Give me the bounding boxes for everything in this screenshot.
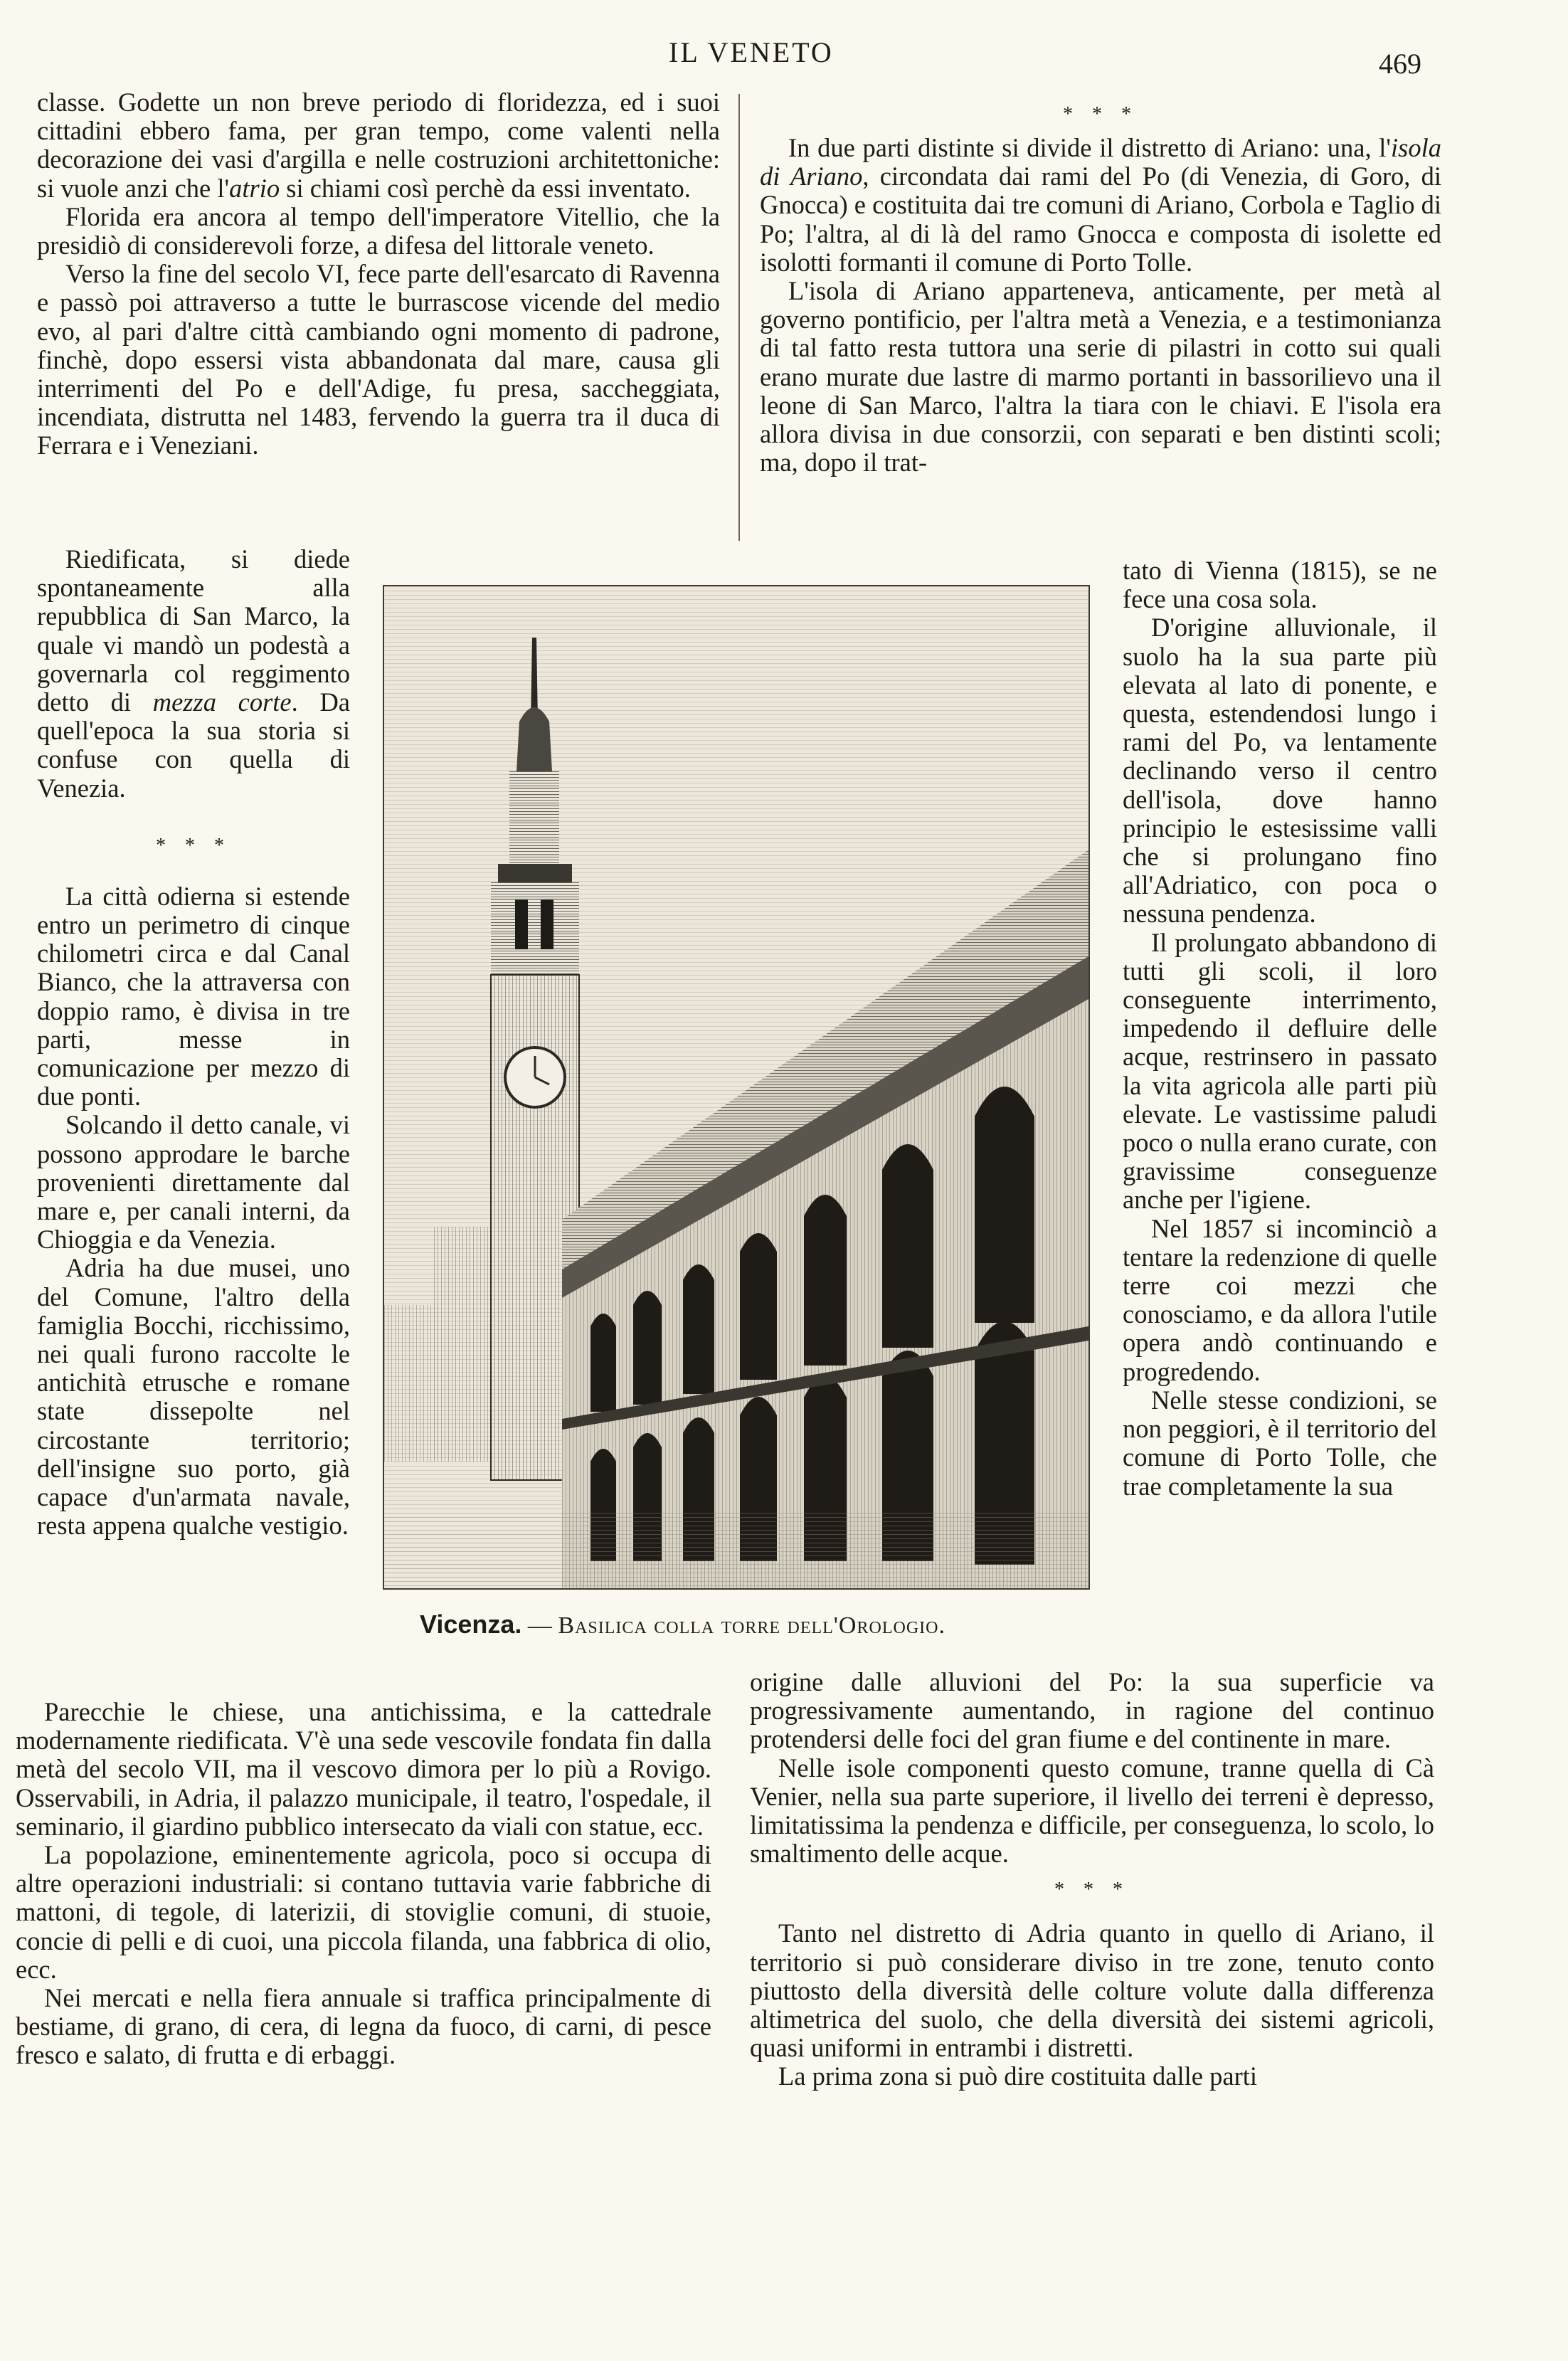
paragraph: In due parti distinte si divide il distretto di Ariano: una, l'isola di Ariano, circondata dai rami del Po (di Venezia, di Goro, di Gnocca) e costituita dai tre comuni di Ariano, Corbola e Taglio di Po; l'altra, al di là del ramo Gnocca e composta di isolette ed isolotti formanti il comune di Porto Tolle.	[760, 133, 1442, 277]
left-column-narrow-a	[37, 545, 350, 1541]
paragraph: Parecchie le chiese, una antichissima, e la cattedrale modernamente riedificata. V'è una sede vescovile fondata fin dalla metà del secolo VII, ma il vescovo dimora per lo più a Rovigo. Osservabili, in Adria, il palazzo municipale, il teatro, l'ospedale, il seminario, il giardino pubblico intersecato da viali con statue, ecc.	[16, 1697, 711, 1841]
engraving-image	[384, 586, 1088, 1588]
section-separator: * * *	[1054, 1879, 1130, 1901]
caption-city: Vicenza.	[420, 1610, 522, 1639]
right-column-top	[760, 103, 1442, 477]
paragraph: origine dalle alluvioni del Po: la sua superficie va progressivamente aumentando, in ragione del continuo protendersi delle foci del gran fiume e del continente in mare.	[750, 1667, 1434, 1754]
page-header	[0, 28, 1568, 78]
caption-dash: —	[521, 1612, 558, 1639]
section-separator: * * *	[1063, 103, 1138, 125]
paragraph: La popolazione, eminentemente agricola, poco si occupa di altre operazioni industriali: si contano tuttavia varie fabbriche di mattoni, di tegole, di laterizii, di stoviglie comuni, di stuoie, concie di pelli e di cuoi, una piccola filanda, una fabbrica di olio, ecc.	[16, 1840, 711, 1984]
paragraph: La città odierna si estende entro un perimetro di cinque chilometri circa e dal Canal Bianco, che la attraversa con doppio ramo, è divisa in tre parti, messe in comunicazione per mezzo di due ponti.	[37, 881, 350, 1111]
column-rule	[738, 94, 740, 541]
section-separator: * * *	[156, 834, 231, 857]
right-column-bottom	[750, 1668, 1434, 2091]
paragraph: Tanto nel distretto di Adria quanto in quello di Ariano, il territorio si può considerare diviso in tre zone, tenuto conto piuttosto della diversità delle colture volute dalla differenza altimetrica del suolo, che della diversità dei sistemi agricoli, quasi uniformi in entrambi i distretti.	[750, 1918, 1434, 2063]
paragraph: Verso la fine del secolo VI, fece parte dell'esarcato di Ravenna e passò poi attraverso a tutte le burrascose vicende del medio evo, al pari d'altre città cambiando ogni momento di padrone, finchè, dopo essersi vista abbandonata dal mare, causa gli interrimenti del Po e dell'Adige, fu presa, saccheggiata, incendiata, distrutta nel 1483, fervendo la guerra tra il duca di Ferrara e i Veneziani.	[37, 259, 720, 460]
paragraph: tato di Vienna (1815), se ne fece una cosa sola.	[1123, 556, 1437, 614]
illustration-basilica	[383, 585, 1090, 1590]
paragraph: D'origine alluvionale, il suolo ha la sua parte più elevata al lato di ponente, e questa, estendendosi lungo i rami del Po, va lentamente declinando verso il centro dell'isola, dove hanno principio le estesissime valli che si prolungano fino all'Adriatico, con poca o nessuna pendenza.	[1123, 613, 1437, 929]
running-title: IL VENETO	[669, 36, 834, 68]
paragraph: Il prolungato abbandono di tutti gli scoli, il loro conseguente interrimento, impedendo il defluire delle acque, restrinsero in passato la vita agricola alle parti più elevate. Le vastissime paludi poco o nulla erano curate, con gravissime conseguenze anche per l'igiene.	[1123, 927, 1437, 1215]
paragraph: Nei mercati e nella fiera annuale si traffica principalmente di bestiame, di grano, di cera, di legna da fuoco, di carni, di pesce fresco e salato, di frutta e di erbaggi.	[16, 1983, 711, 2070]
paragraph: Nelle stesse condizioni, se non peggiori, è il territorio del comune di Porto Tolle, che trae completamente la sua	[1123, 1385, 1437, 1501]
paragraph: L'isola di Ariano apparteneva, anticamente, per metà al governo pontificio, per l'altra metà a Venezia, e a testimonianza di tal fatto resta tuttora una serie di pilastri in cotto sui quali erano murate due lastre di marmo portanti in bassorilievo una il leone di San Marco, l'altra la tiara con le chiavi. E l'isola era allora divisa in due consorzii, con separati e ben distinti scoli; ma, dopo il trat-	[760, 276, 1441, 477]
caption-text: Basilica colla torre dell'Orologio.	[558, 1612, 945, 1639]
page-number: 469	[1379, 48, 1421, 80]
paragraph: Florida era ancora al tempo dell'imperatore Vitellio, che la presidiò di considerevoli forze, a difesa del littorale veneto.	[37, 201, 720, 260]
paragraph: La prima zona si può dire costituita dalle parti	[778, 2061, 1258, 2091]
right-column-narrow	[1123, 556, 1437, 1501]
paragraph: Adria ha due musei, uno del Comune, l'altro della famiglia Bocchi, ricchissimo, nei quali furono raccolte le antichità etrusche e romane state dissepolte nel circostante territorio; dell'insigne suo porto, già capace d'un'armata navale, resta appena qualche vestigio.	[37, 1253, 350, 1541]
paragraph: Riedificata, si diede spontaneamente alla repubblica di San Marco, la quale vi mandò un podestà a governarla col reggimento detto di mezza corte. Da quell'epoca la sua storia si confuse con quella di Venezia.	[37, 544, 351, 803]
paragraph: classe. Godette un non breve periodo di floridezza, ed i suoi cittadini ebbero fama, per gran tempo, come valenti nella decorazione dei vasi d'argilla e nelle costruzioni architettoniche: si vuole anzi che l'atrio si chiami così perchè da essi inventato.	[37, 88, 720, 203]
paragraph: Solcando il detto canale, vi possono approdare le barche provenienti direttamente dal mare e, per canali interni, da Chioggia e da Venezia.	[37, 1110, 350, 1255]
paragraph: Nel 1857 si incominciò a tentare la redenzione di quelle terre coi mezzi che conosciamo, e da allora l'utile opera andò continuando e progredendo.	[1123, 1213, 1437, 1386]
figure-caption	[420, 1610, 945, 1639]
left-column-top	[37, 88, 720, 460]
paragraph: Nelle isole componenti questo comune, tranne quella di Cà Venier, nella sua parte superiore, il livello dei terreni è depresso, limitatissima la pendenza e difficile, per conseguenza, lo scolo, lo smaltimento delle acque.	[750, 1753, 1434, 1869]
left-column-bottom	[16, 1698, 711, 2070]
